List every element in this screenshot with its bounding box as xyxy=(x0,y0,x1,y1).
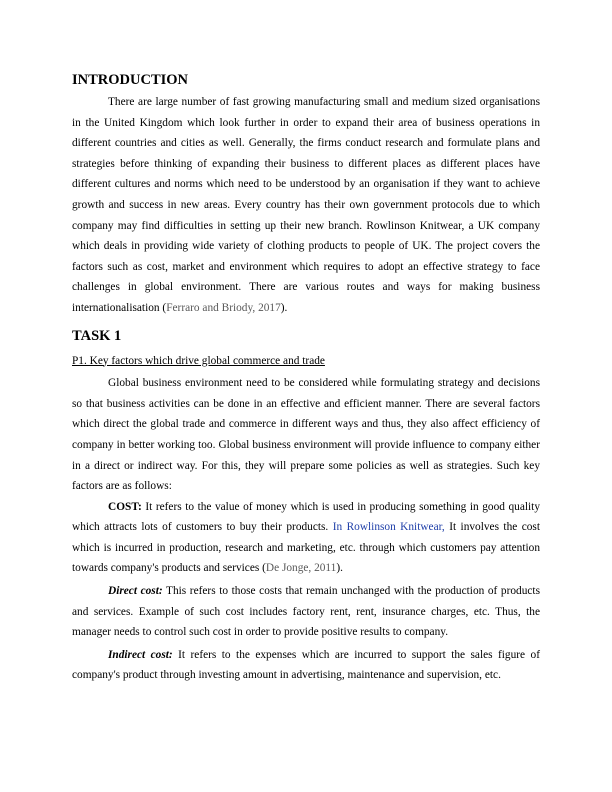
indirect-cost-paragraph xyxy=(72,645,540,686)
citation-ferraro-briody: Ferraro and Briody, 2017 xyxy=(166,301,281,314)
cost-label: COST: xyxy=(108,500,142,513)
task1-subheading: P1. Key factors which drive global commerce and trade xyxy=(72,354,325,367)
task1-heading: TASK 1 xyxy=(72,327,122,344)
cost-paragraph xyxy=(72,497,540,579)
cost-end: ). xyxy=(336,562,343,575)
citation-de-jonge: De Jonge, 2011 xyxy=(265,562,337,575)
introduction-heading: INTRODUCTION xyxy=(72,72,189,88)
indirect-cost-text: It refers to the expenses which are incurred to support the sales figure of company's product through investing amount in advertising, maintenance and supervision, etc. xyxy=(72,648,540,682)
direct-cost-text: This refers to those costs that remain unchanged with the production of products and services. Example of such cost includes factory rent, rent, insurance charges, etc. Thus, the manager needs to control such cost in order to provide positive results to company. xyxy=(72,585,540,639)
document-page xyxy=(72,72,540,686)
cost-text-b: It involves the cost which is incurred in production, research and marketing, etc. through which customers pay attention towards company's products and services ( xyxy=(72,521,540,575)
task1-paragraph: Global business environment need to be considered while formulating strategy and decisions so that business activities can be done in an effective and efficient manner. There are several factors which direct the global trade and commerce in different ways and thus, they also affect efficiency of company in better working too. Global business environment will provide influence to company either in a direct or indirect way. For this, they will prepare some policies as well as strategies. Such key factors are as follows: xyxy=(72,377,540,493)
introduction-text: There are large number of fast growing manufacturing small and medium sized organisations in the United Kingdom which look further in order to expand their area of business operations in different countries and cities as well. Generally, the firms conduct research and formulate plans and strategies before thinking of expanding their business to different places as different places have different cultures and norms which need to be understood by an organisation if they want to achieve growth and success in new areas. Every country has their own government protocols due to which company may find difficulties in setting up their new branch. Rowlinson Knitwear, a UK company which deals in providing wide variety of clothing products to people of UK. The project covers the factors such as cost, market and environment which requires to adopt an effective strategy to face challenges in global environment. There are various routes and ways for making business internationalisation ( xyxy=(72,96,540,314)
introduction-end: ). xyxy=(280,301,288,314)
indirect-cost-label: Indirect cost: xyxy=(108,648,173,661)
direct-cost-paragraph xyxy=(72,581,540,643)
direct-cost-label: Direct cost: xyxy=(108,585,163,598)
cost-text-a: It refers to the value of money which is used in producing something in good quality which attracts lots of customers to buy their products. xyxy=(72,500,540,534)
introduction-paragraph xyxy=(72,92,540,319)
rowlinson-highlight: In Rowlinson Knitwear, xyxy=(332,521,445,534)
